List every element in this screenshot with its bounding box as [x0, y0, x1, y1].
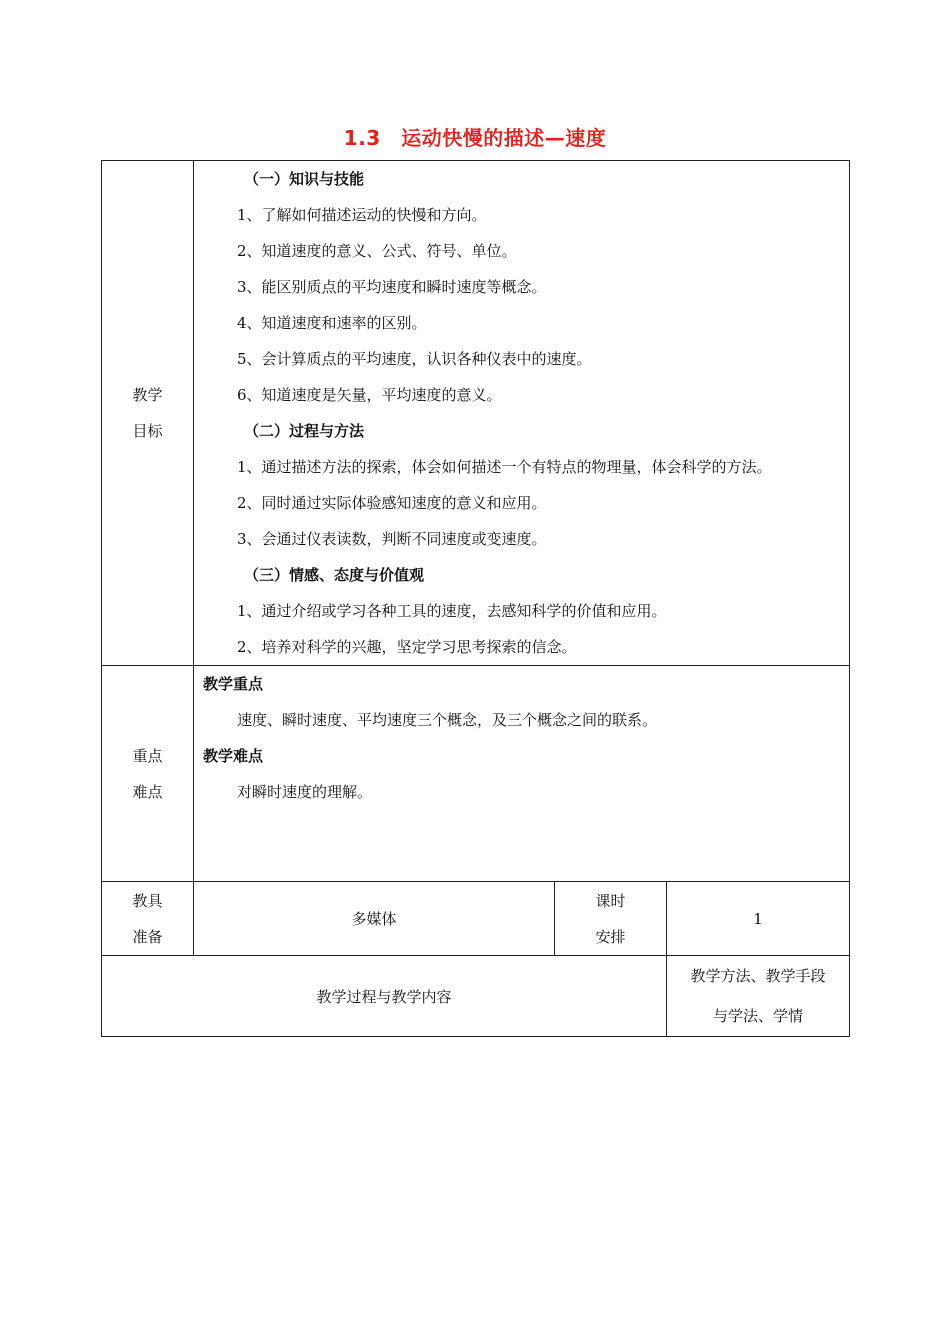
process-header-row: [102, 956, 850, 1037]
process-content-label: 教学过程与教学内容: [102, 956, 667, 1037]
resources-value: 多媒体: [194, 882, 555, 956]
objectives-label-line1: 教学: [132, 386, 163, 404]
resources-row: [102, 882, 850, 956]
objective-item: 2、培养对科学的兴趣，坚定学习思考探索的信念。: [237, 638, 577, 656]
objective-item: 2、知道速度的意义、公式、符号、单位。: [237, 242, 517, 260]
objective-item: 1、通过介绍或学习各种工具的速度，去感知科学的价值和应用。: [237, 602, 667, 620]
methods-line1: 教学方法、教学手段: [690, 967, 826, 985]
key-points-label-line2: 难点: [132, 782, 163, 801]
section-knowledge: [194, 161, 849, 413]
objective-item: 2、同时通过实际体验感知速度的意义和应用。: [237, 494, 547, 512]
section-attitude: [194, 557, 849, 665]
objective-item: 5、会计算质点的平均速度，认识各种仪表中的速度。: [237, 350, 592, 368]
objectives-content: [194, 161, 850, 666]
objective-item: 3、能区别质点的平均速度和瞬时速度等概念。: [237, 278, 547, 296]
focus-heading: 教学重点: [203, 675, 264, 693]
hours-label: [555, 882, 667, 956]
objectives-row: [102, 161, 850, 666]
hours-label-line1: 课时: [595, 891, 626, 910]
objectives-label: [102, 161, 194, 666]
page-title: 1.3 运动快慢的描述—速度: [343, 126, 607, 150]
objective-item: 1、了解如何描述运动的快慢和方向。: [237, 206, 487, 224]
resources-label-line1: 教具: [132, 891, 163, 910]
difficulty-heading: 教学难点: [203, 747, 264, 765]
resources-label: [102, 882, 194, 956]
objectives-label-line2: 目标: [132, 422, 163, 440]
methods-line2: 与学法、学情: [713, 1007, 804, 1025]
section-heading: （一）知识与技能: [244, 170, 365, 188]
key-points-content: [194, 666, 850, 882]
section-process: [194, 413, 849, 557]
focus-text: 速度、瞬时速度、平均速度三个概念，及三个概念之间的联系。: [237, 711, 658, 729]
difficulty-text: 对瞬时速度的理解。: [237, 783, 373, 801]
hours-value: 1: [667, 882, 850, 956]
objective-item: 6、知道速度是矢量，平均速度的意义。: [237, 386, 502, 404]
key-points-label-line1: 重点: [132, 746, 163, 765]
objective-item: 1、通过描述方法的探索，体会如何描述一个有特点的物理量，体会科学的方法。: [237, 458, 772, 476]
key-points-label: [102, 666, 194, 882]
section-heading: （二）过程与方法: [244, 422, 365, 440]
hours-label-line2: 安排: [595, 927, 626, 946]
objective-item: 4、知道速度和速率的区别。: [237, 314, 427, 332]
process-methods-label: [667, 956, 850, 1037]
key-points-row: [102, 666, 850, 882]
section-heading: （三）情感、态度与价值观: [244, 566, 425, 584]
resources-label-line2: 准备: [132, 927, 163, 946]
lesson-plan-table: [101, 160, 850, 1037]
objective-item: 3、会通过仪表读数，判断不同速度或变速度。: [237, 530, 547, 548]
